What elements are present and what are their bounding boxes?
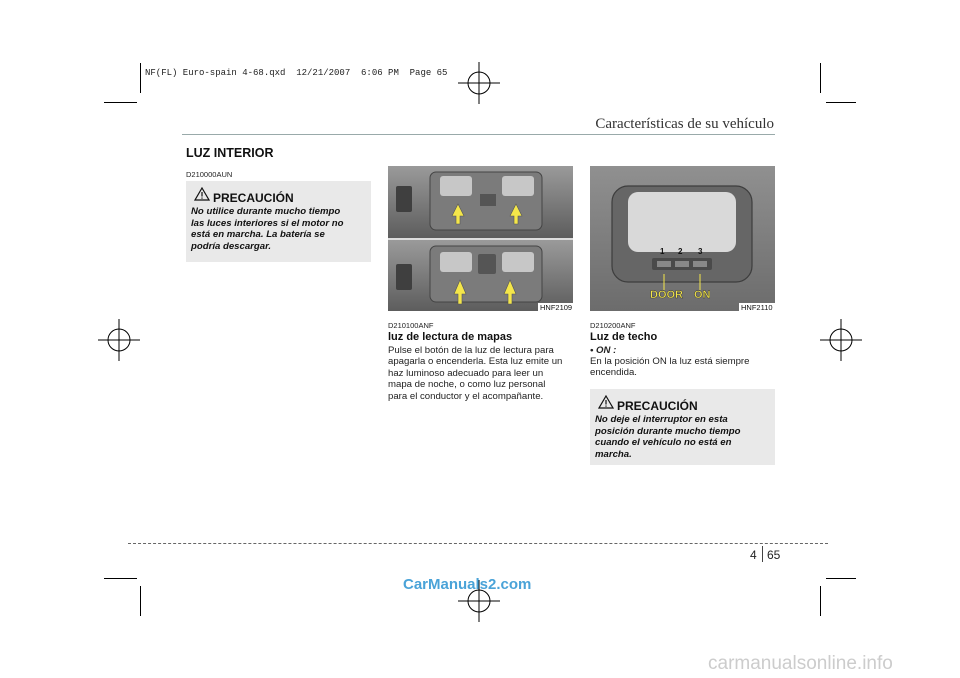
switch-number-1: 1 [660,247,665,256]
room-lamp-bullet: • ON : [590,345,617,356]
room-lamp-text: En la posición ON la luz está siempre encendida. [590,356,750,379]
warning-icon [598,395,614,409]
switch-number-3: 3 [698,247,703,256]
room-lamp-title: Luz de techo [590,331,658,343]
section-title: LUZ INTERIOR [186,146,274,160]
map-lamp-illustration [388,166,573,311]
warning-title: PRECAUCIÓN [213,191,294,205]
warning-box-1 [186,181,371,262]
chapter-number: 4 [750,548,757,562]
footer-rule [128,543,828,544]
map-lamp-photo [388,166,573,311]
warning-text: No utilice durante mucho tiempo las luces interiores si el motor no está en marcha. La batería se podría descargar. [191,206,344,252]
registration-mark-left [98,319,140,361]
footer-watermark[interactable]: carmanualsonline.info [708,653,893,674]
figure-label-1: HNF2109 [540,303,573,312]
map-lamp-text: Pulse el botón de la luz de lectura para apagarla o encenderla. Esta luz emite un haz luminoso adecuado para leer un mapa de noche, o como luz personal para el conductor y el acompañante. [388,345,563,402]
page-number-divider [762,546,763,562]
switch-number-2: 2 [678,247,683,256]
warning-text: No deje el interruptor en esta posición durante mucho tiempo cuando el vehículo no está en marcha. [595,414,741,460]
room-lamp-code: D210200ANF [590,321,636,330]
section-code: D210000AUN [186,170,233,179]
page-number: 65 [767,548,781,562]
registration-mark-top [458,62,500,104]
warning-title: PRECAUCIÓN [617,399,698,413]
callout-door: DOOR [650,289,683,301]
header-rule [182,134,775,135]
warning-icon [194,187,210,201]
room-lamp-photo [590,166,775,311]
print-header: NF(FL) Euro-spain 4-68.qxd 12/21/2007 6:06 PM Page 65 [145,68,448,78]
running-head: Características de su vehículo [595,116,774,132]
map-lamp-title: luz de lectura de mapas [388,331,513,343]
watermark[interactable]: CarManuals2.com [403,576,532,593]
warning-box-2 [590,389,775,465]
registration-mark-right [820,319,862,361]
figure-label-2: HNF2110 [741,303,773,312]
callout-on: ON [694,289,711,301]
map-lamp-code: D210100ANF [388,321,434,330]
